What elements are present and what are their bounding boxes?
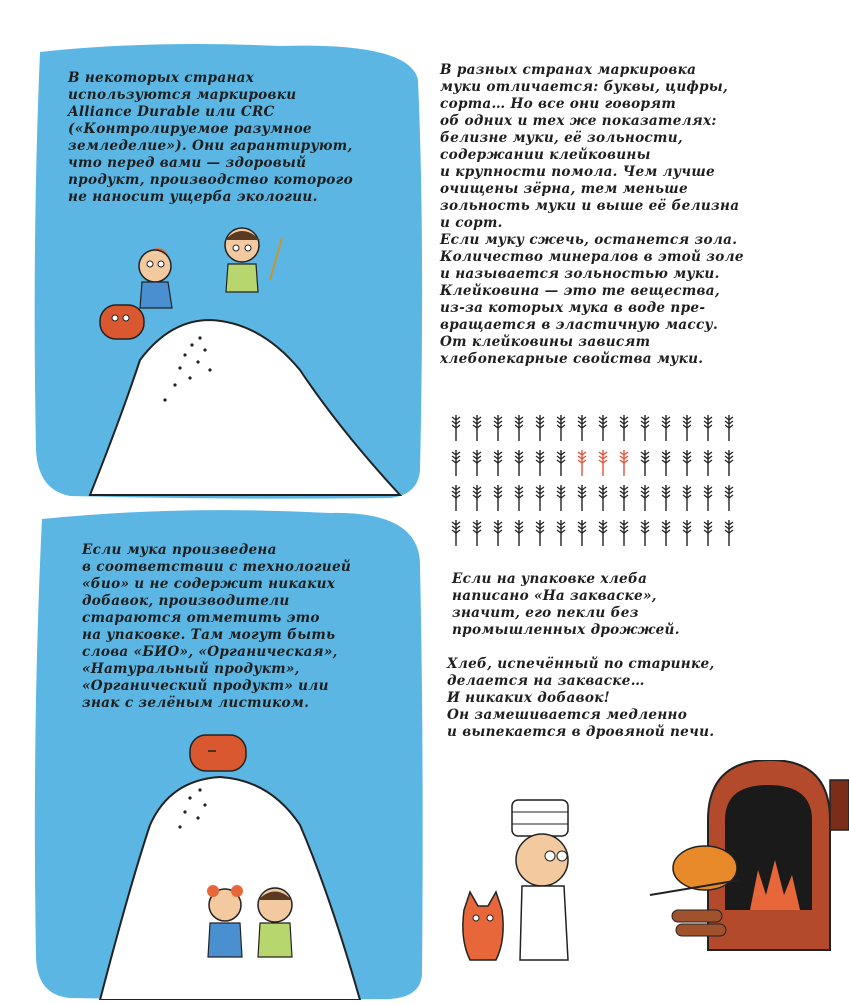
- wheat-stalk-icon: [557, 415, 565, 441]
- wheat-stalk-icon: [599, 450, 607, 476]
- wheat-stalk-icon: [578, 415, 586, 441]
- wheat-stalk-icon: [620, 485, 628, 511]
- wheat-stalk-grid: [448, 410, 748, 550]
- wheat-stalk-icon: [662, 415, 670, 441]
- wheat-stalk-icon: [515, 415, 523, 441]
- text-line: Он замешивается медленно: [447, 707, 688, 723]
- text-line: Alliance Durable или CRC: [68, 104, 275, 120]
- wheat-stalk-icon: [725, 415, 733, 441]
- wheat-stalk-icon: [473, 520, 481, 546]
- wheat-stalk-icon: [515, 485, 523, 511]
- text-line: из-за которых мука в воде пре-: [440, 300, 706, 316]
- text-line: и сорт.: [440, 215, 503, 231]
- wheat-stalk-icon: [683, 520, 691, 546]
- text-line: на упаковке. Там могут быть: [82, 627, 336, 643]
- text-line: зольность муки и выше её белизна: [440, 198, 740, 214]
- wheat-stalk-icon: [578, 485, 586, 511]
- wheat-stalk-icon: [620, 415, 628, 441]
- wheat-stalk-icon: [536, 450, 544, 476]
- text-line: сорта… Но все они говорят: [440, 96, 677, 112]
- wheat-stalk-icon: [704, 520, 712, 546]
- text-line: муки отличается: буквы, цифры,: [440, 79, 729, 95]
- wheat-stalk-icon: [662, 520, 670, 546]
- text-line: вращается в эластичную массу.: [440, 317, 719, 333]
- bread-blob-character: [100, 305, 144, 339]
- text-line: Если на упаковке хлеба: [452, 571, 648, 587]
- wheat-stalk-icon: [662, 450, 670, 476]
- wheat-stalk-icon: [494, 485, 502, 511]
- wheat-stalk-icon: [620, 450, 628, 476]
- orange-cat: [463, 892, 503, 960]
- wheat-stalk-icon: [494, 450, 502, 476]
- text-line: и называется зольностью муки.: [440, 266, 720, 282]
- wheat-stalk-icon: [641, 415, 649, 441]
- wheat-stalk-icon: [599, 485, 607, 511]
- text-line: «Органический продукт» или: [82, 678, 329, 694]
- text-block-flour-grades: [440, 62, 744, 368]
- text-line: что перед вами — здоровый: [68, 155, 307, 171]
- wheat-stalk-icon: [536, 485, 544, 511]
- text-line: в соответствии с технологией: [82, 559, 352, 575]
- baker-character: [512, 800, 568, 960]
- wheat-stalk-icon: [620, 520, 628, 546]
- wheat-stalk-icon: [683, 415, 691, 441]
- wheat-stalk-icon: [641, 450, 649, 476]
- text-line: и выпекается в дровяной печи.: [447, 724, 715, 740]
- text-line: содержании клейковины: [440, 147, 651, 163]
- text-line: используются маркировки: [68, 87, 297, 103]
- text-line: Клейковина — это те вещества,: [440, 283, 720, 299]
- text-line: «био» и не содержит никаких: [82, 576, 336, 592]
- wheat-stalk-icon: [473, 450, 481, 476]
- text-line: земледелие»). Они гарантируют,: [68, 138, 353, 154]
- text-line: В некоторых странах: [68, 70, 255, 86]
- text-line: не наносит ущерба экологии.: [68, 189, 318, 205]
- text-line: («Контролируемое разумное: [68, 121, 312, 137]
- wheat-stalk-icon: [452, 520, 460, 546]
- wheat-stalk-icon: [557, 450, 565, 476]
- wheat-stalk-icon: [641, 485, 649, 511]
- wheat-stalk-icon: [473, 415, 481, 441]
- wheat-stalk-icon: [452, 485, 460, 511]
- text-line: об одних и тех же показателях:: [440, 113, 717, 129]
- wheat-stalk-icon: [662, 485, 670, 511]
- text-block-marking-labels: [68, 70, 353, 206]
- wheat-stalk-icon: [641, 520, 649, 546]
- bread-blob-character: [190, 735, 246, 771]
- text-line: добавок, производители: [82, 593, 290, 609]
- wheat-stalk-icon: [494, 415, 502, 441]
- wheat-stalk-icon: [683, 485, 691, 511]
- wheat-stalk-icon: [725, 485, 733, 511]
- text-line: значит, его пекли без: [452, 605, 639, 621]
- baker-oven-illustration: [450, 760, 849, 1000]
- wheat-stalk-icon: [536, 520, 544, 546]
- wheat-stalk-icon: [536, 415, 544, 441]
- wheat-stalk-icon: [452, 450, 460, 476]
- wheat-stalk-icon: [704, 415, 712, 441]
- wheat-stalk-icon: [515, 520, 523, 546]
- text-line: промышленных дрожжей.: [452, 622, 680, 638]
- wheat-stalk-icon: [578, 450, 586, 476]
- text-line: В разных странах маркировка: [440, 62, 697, 78]
- wheat-stalk-icon: [725, 520, 733, 546]
- text-line: слова «БИО», «Органическая»,: [82, 644, 338, 660]
- text-line: знак с зелёным листиком.: [82, 695, 310, 711]
- text-line: очищены зёрна, тем меньше: [440, 181, 688, 197]
- wheat-stalk-icon: [494, 520, 502, 546]
- wheat-stalk-icon: [452, 415, 460, 441]
- text-block-sourdough: [452, 571, 680, 639]
- text-line: делается на закваске…: [447, 673, 645, 689]
- text-line: Хлеб, испечённый по старинке,: [447, 656, 715, 672]
- text-line: Если мука произведена: [82, 542, 277, 558]
- wheat-stalk-icon: [473, 485, 481, 511]
- text-line: Количество минералов в этой золе: [440, 249, 744, 265]
- text-line: «Натуральный продукт»,: [82, 661, 300, 677]
- text-line: продукт, производство которого: [68, 172, 353, 188]
- text-block-traditional-bread: [447, 656, 715, 741]
- text-line: хлебопекарные свойства муки.: [440, 351, 704, 367]
- wheat-stalk-icon: [578, 520, 586, 546]
- wheat-stalk-icon: [725, 450, 733, 476]
- text-block-bio-labels: [82, 542, 351, 712]
- wheat-stalk-icon: [599, 520, 607, 546]
- text-line: стараются отметить это: [82, 610, 320, 626]
- wheat-stalk-icon: [704, 450, 712, 476]
- wheat-stalk-icon: [683, 450, 691, 476]
- text-line: написано «На закваске»,: [452, 588, 657, 604]
- wheat-stalk-icon: [557, 485, 565, 511]
- text-line: белизне муки, её зольности,: [440, 130, 683, 146]
- wheat-stalk-icon: [515, 450, 523, 476]
- text-line: Если муку сжечь, останется зола.: [440, 232, 738, 248]
- wheat-stalk-icon: [599, 415, 607, 441]
- text-line: И никаких добавок!: [447, 690, 611, 706]
- wheat-stalk-icon: [704, 485, 712, 511]
- wheat-stalk-icon: [557, 520, 565, 546]
- text-line: и крупности помола. Чем лучше: [440, 164, 715, 180]
- text-line: От клейковины зависят: [440, 334, 651, 350]
